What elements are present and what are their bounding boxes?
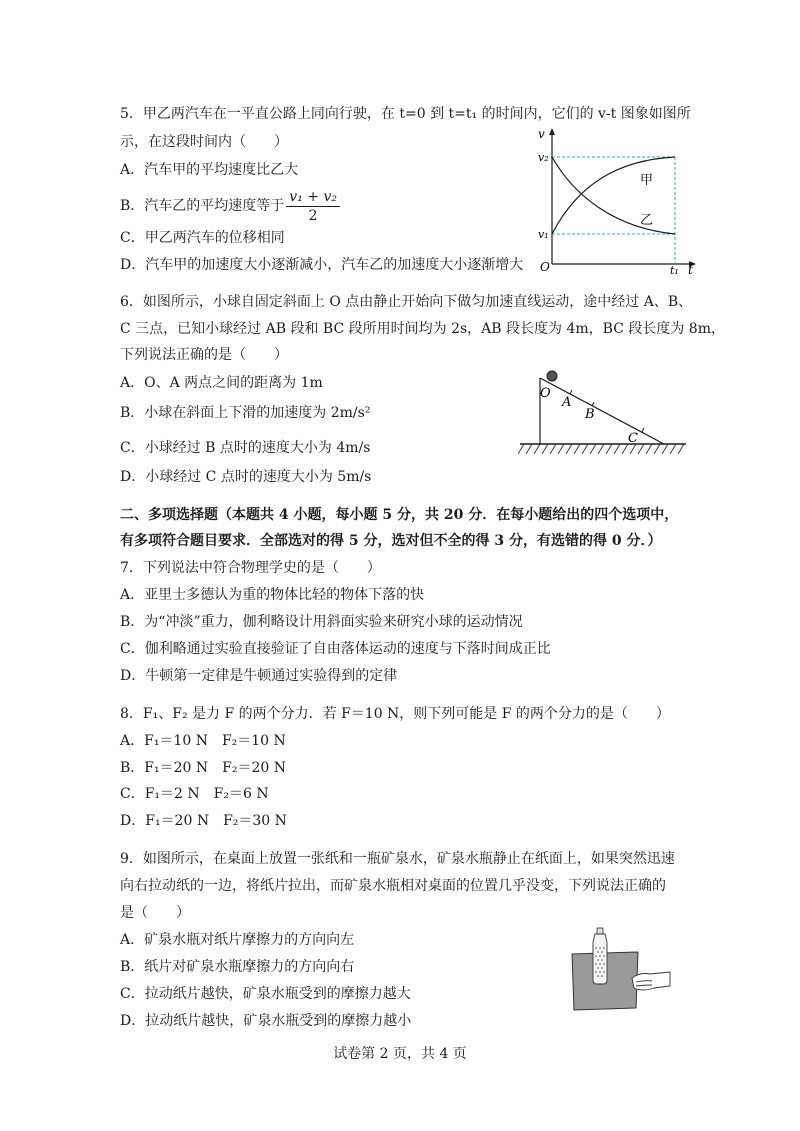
q6-point-a: A xyxy=(562,395,572,410)
q5-option-b xyxy=(120,186,340,226)
q9-option-b: B．纸片对矿泉水瓶摩擦力的方向向右 xyxy=(120,959,355,975)
q9-option-c: C．拉动纸片越快，矿泉水瓶受到的摩擦力越大 xyxy=(120,986,411,1002)
q5-option-b-text: B．汽车乙的平均速度等于 xyxy=(120,198,285,214)
q8-option-b: B．F₁＝20 N F₂＝20 N xyxy=(120,760,286,776)
q5-t1-label: t₁ xyxy=(670,264,679,276)
q8-option-a: A．F₁＝10 N F₂＝10 N xyxy=(120,733,286,749)
q9-stem-line3: 是（ ） xyxy=(120,905,190,921)
q8-option-d: D．F₁＝20 N F₂＝30 N xyxy=(120,813,287,829)
q5-v1-label: v₁ xyxy=(538,228,549,241)
q5-v2-label: v₂ xyxy=(538,151,549,164)
q6-stem-line2: C 三点，已知小球经过 AB 段和 BC 段所用时间均为 2s，AB 段长度为 4m，BC 段长度为 8m， xyxy=(120,321,725,337)
q5-curve-yi xyxy=(552,157,675,234)
q9-hand-icon xyxy=(632,972,670,990)
q6-stem-line3: 下列说法正确的是（ ） xyxy=(120,347,288,363)
q9-stem-line1: 9．如图所示，在桌面上放置一张纸和一瓶矿泉水，矿泉水瓶静止在纸面上，如果突然迅速 xyxy=(120,851,675,867)
q6-point-b: B xyxy=(585,407,595,422)
q6-stem-line1: 6．如图所示，小球自固定斜面上 O 点由静止开始向下做匀加速直线运动，途中经过 A、B、 xyxy=(120,294,693,310)
q9-bottle-paper-figure xyxy=(566,922,676,1014)
q5-option-a: A．汽车甲的平均速度比乙大 xyxy=(120,162,299,178)
q5-stem-line2: 示，在这段时间内（ ） xyxy=(120,134,288,150)
q5-origin-label: O xyxy=(540,260,550,274)
q7-option-b: B．为“冲淡”重力，伽利略设计用斜面实验来研究小球的运动情况 xyxy=(120,614,523,630)
q6-option-a: A．O、A 两点之间的距离为 1m xyxy=(120,375,323,391)
q5-option-c: C．甲乙两汽车的位移相同 xyxy=(120,230,285,246)
q6-option-b: B．小球在斜面上下滑的加速度为 2m/s² xyxy=(120,405,371,421)
q8-option-c: C．F₁＝2 N F₂＝6 N xyxy=(120,786,269,802)
q9-option-a: A．矿泉水瓶对纸片摩擦力的方向向左 xyxy=(120,932,355,948)
q5-curve-jia xyxy=(552,157,675,234)
q5-stem-line1: 5．甲乙两汽车在一平直公路上同向行驶，在 t=0 到 t=t₁ 的时间内，它们的 v-t 图象如图所 xyxy=(120,106,691,122)
q8-stem: 8．F₁、F₂ 是力 F 的两个分力．若 F＝10 N，则下列可能是 F 的两个分力的是（ ） xyxy=(120,706,670,722)
q5-yi-label: 乙 xyxy=(640,213,654,228)
q5-axis-t-label: t xyxy=(688,263,693,276)
q5-option-d: D．汽车甲的加速度大小逐渐减小，汽车乙的加速度大小逐渐增大 xyxy=(120,257,524,273)
section2-heading-line2: 有多项符合题目要求．全部选对的得 5 分，选对但不全的得 3 分，有选错的得 0 分．） xyxy=(120,533,662,549)
q7-option-d: D．牛顿第一定律是牛顿通过实验得到的定律 xyxy=(120,668,398,684)
q6-incline-figure xyxy=(518,364,690,460)
q6-point-c: C xyxy=(628,431,638,446)
q5-vt-graph xyxy=(528,124,700,276)
q7-option-a: A．亚里士多德认为重的物体比轻的物体下落的快 xyxy=(120,587,425,603)
q5-option-b-fraction xyxy=(286,188,340,225)
q5-jia-label: 甲 xyxy=(640,173,654,188)
q5-fraction-denominator: 2 xyxy=(308,207,318,224)
q6-option-d: D．小球经过 C 点时的速度大小为 5m/s xyxy=(120,469,372,485)
q7-option-c: C．伽利略通过实验直接验证了自由落体运动的速度与下落时间成正比 xyxy=(120,641,551,657)
q5-axis-v-label: v xyxy=(538,127,545,141)
section2-heading-line1: 二、多项选择题（本题共 4 小题，每小题 5 分，共 20 分．在每小题给出的四个选项中， xyxy=(120,507,679,523)
q7-stem: 7．下列说法中符合物理学史的是（ ） xyxy=(120,560,381,576)
q6-point-o: O xyxy=(540,386,551,401)
q5-fraction-numerator: v₁ + v₂ xyxy=(286,188,340,207)
q9-bottle-icon xyxy=(593,928,607,984)
q9-stem-line2: 向右拉动纸的一边，将纸片拉出，而矿泉水瓶相对桌面的位置几乎没变，下列说法正确的 xyxy=(120,878,666,894)
q6-ball xyxy=(547,371,557,381)
page-footer: 试卷第 2 页，共 4 页 xyxy=(333,1046,467,1062)
q9-option-d: D．拉动纸片越快，矿泉水瓶受到的摩擦力越小 xyxy=(120,1013,412,1029)
q6-option-c: C．小球经过 B 点时的速度大小为 4m/s xyxy=(120,440,371,456)
